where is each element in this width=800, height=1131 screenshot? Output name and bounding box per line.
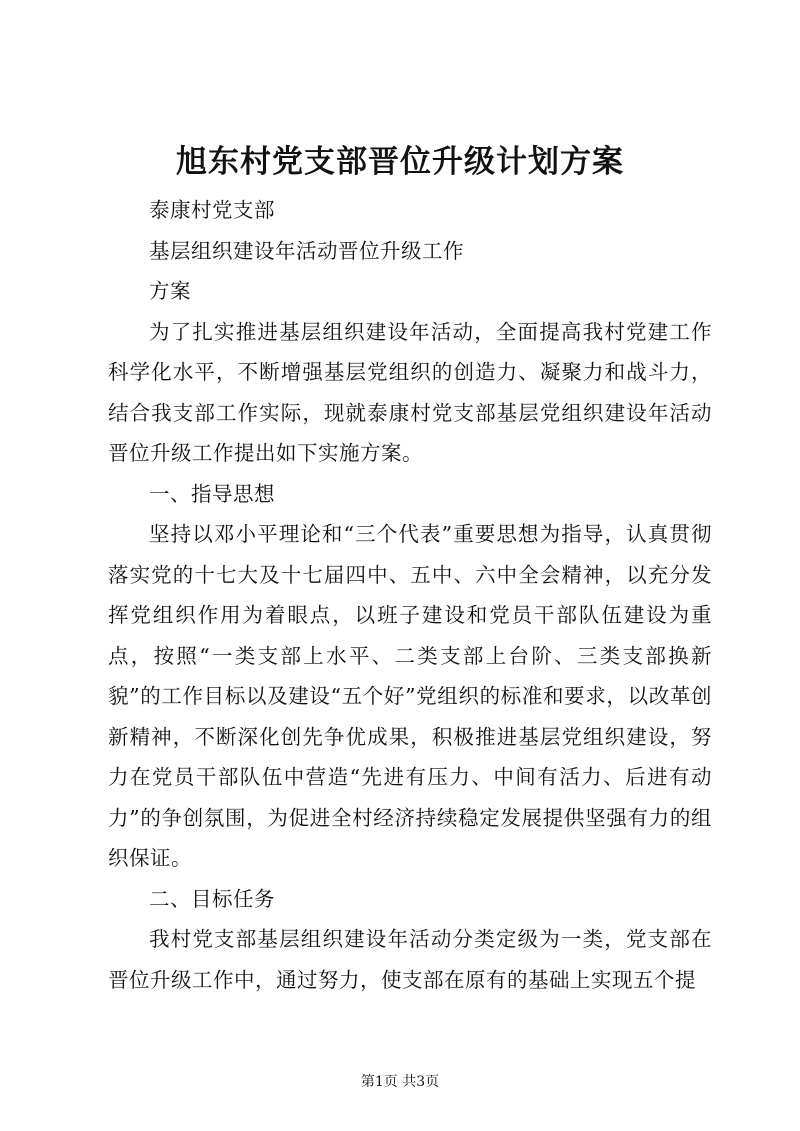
paragraph-guiding-ideology: 坚持以邓小平理论和“三个代表”重要思想为指导，认真贯彻落实党的十七大及十七届四中、五中、六中全会精神，以充分发挥党组织作用为着眼点，以班子建设和党员干部队伍建设为重点，按照“一类支部上水平、二类支部上台阶、三类支部换新貌”的工作目标以及建设“五个好”党组织的标准和要求，以改革创新精神，不断深化创先争优成果，积极推进基层党组织建设，努力在党员干部队伍中营造“先进有压力、中间有活力、后进有动力”的争创氛围，为促进全村经济持续稳定发展提供坚强有力的组织保证。 <box>108 522 712 870</box>
paragraph-intro: 为了扎实推进基层组织建设年活动，全面提高我村党建工作科学化水平，不断增强基层党组织的创造力、凝聚力和战斗力，结合我支部工作实际，现就泰康村党支部基层党组织建设年活动晋位升级工作提出如下实施方案。 <box>108 319 712 465</box>
page-footer: 第1页 共3页 <box>360 1074 440 1090</box>
section-heading-guiding-ideology: 一、指导思想 <box>149 481 275 506</box>
section-heading-goals: 二、目标任务 <box>149 886 275 911</box>
paragraph-subtitle: 基层组织建设年活动晋位升级工作 <box>149 238 464 263</box>
document-title: 旭东村党支部晋位升级计划方案 <box>176 144 624 180</box>
paragraph-goals: 我村党支部基层组织建设年活动分类定级为一类，党支部在晋位升级工作中，通过努力，使支部在原有的基础上实现五个提 <box>108 927 712 992</box>
paragraph-org-name: 泰康村党支部 <box>149 198 275 222</box>
paragraph-plan-label: 方案 <box>149 279 191 303</box>
document-body <box>108 190 712 1000</box>
